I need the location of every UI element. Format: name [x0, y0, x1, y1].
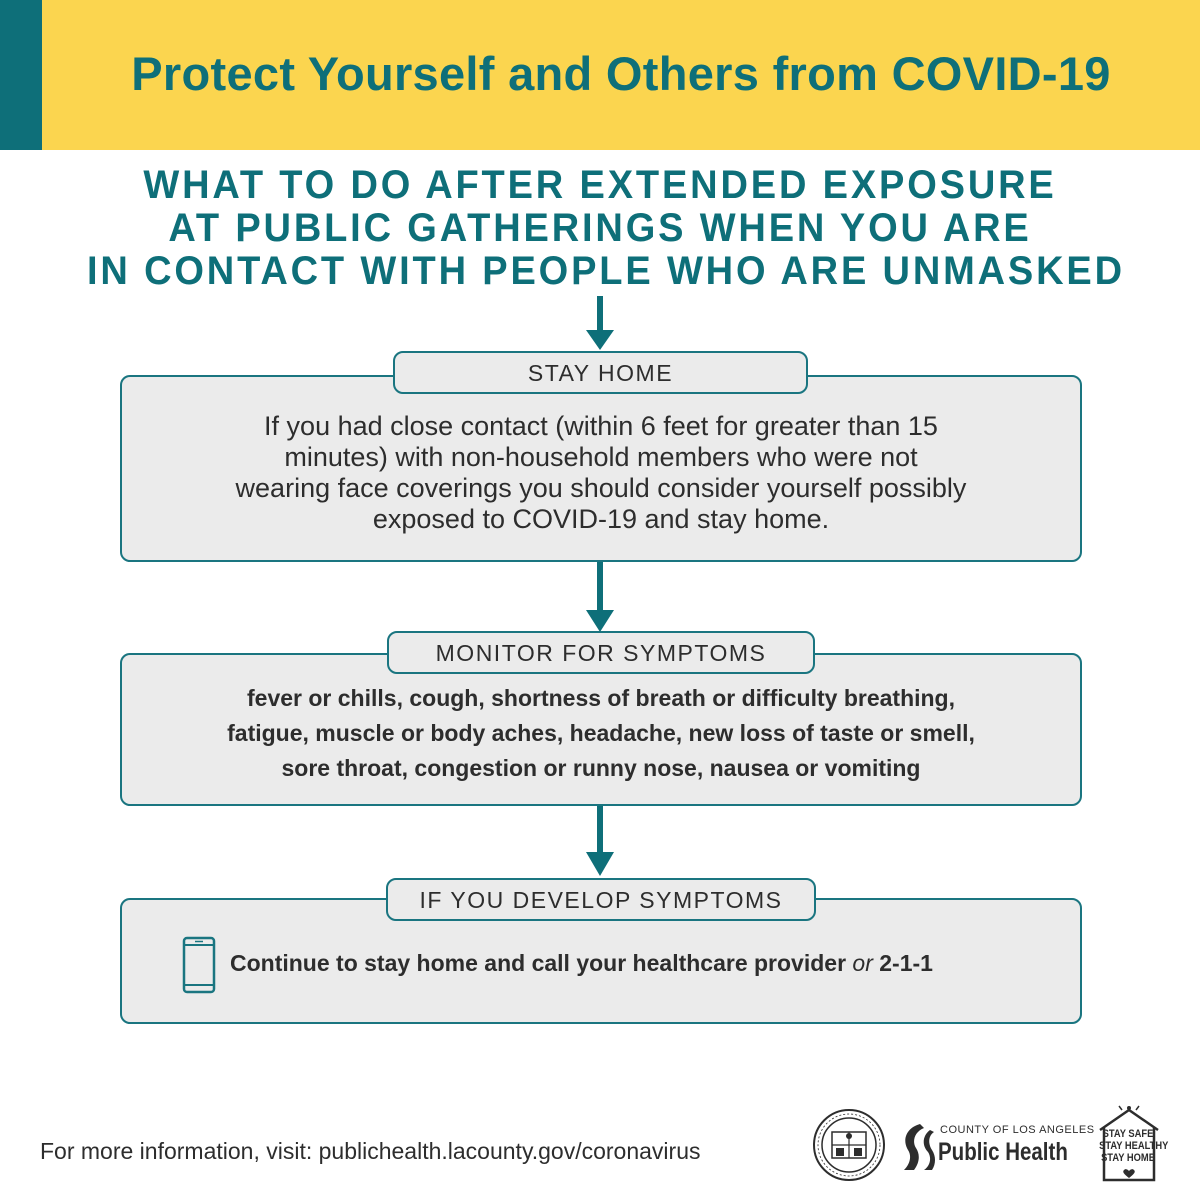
step-text-main: Continue to stay home and call your healthcare provider [230, 950, 853, 976]
arrow-down-icon [582, 562, 618, 634]
step-text-line: wearing face coverings you should consider yourself possibly [235, 473, 967, 503]
step-text [230, 950, 933, 977]
county-seal-logo [812, 1108, 886, 1182]
step-box-monitor [120, 653, 1082, 806]
house-logo-line: STAY SAFE [1102, 1128, 1154, 1140]
step-label-develop [386, 878, 816, 921]
header-banner [0, 0, 1200, 150]
headline-line: IN CONTACT WITH PEOPLE WHO ARE UNMASKED [87, 249, 1125, 293]
ph-county-text: COUNTY OF LOS ANGELES [940, 1124, 1095, 1136]
phone-icon [182, 936, 216, 994]
step-box-stay-home [120, 375, 1082, 562]
step-text-line: If you had close contact (within 6 feet for greater than 15 [264, 411, 938, 441]
step-label-monitor [387, 631, 815, 674]
step-text [152, 681, 1050, 786]
step-label-text: MONITOR FOR SYMPTOMS [435, 640, 767, 666]
banner-stripe [0, 0, 42, 150]
step-label-text: IF YOU DEVELOP SYMPTOMS [419, 887, 783, 913]
house-logo-line: STAY HEALTHY [1099, 1140, 1169, 1152]
step-text-number: 2-1-1 [872, 950, 933, 976]
step-text-or: or [852, 950, 873, 976]
headline-line: AT PUBLIC GATHERINGS WHEN YOU ARE [168, 206, 1032, 250]
ph-name-text: Public Health [938, 1138, 1068, 1166]
headline-line: WHAT TO DO AFTER EXTENDED EXPOSURE [143, 163, 1057, 207]
step-text [152, 411, 1050, 535]
footer-info-text: For more information, visit: publichealth.lacounty.gov/coronavirus [40, 1138, 701, 1164]
step-text-line: sore throat, congestion or runny nose, nausea or vomiting [281, 755, 921, 781]
arrow-down-icon [582, 806, 618, 878]
banner-title: Protect Yourself and Others from COVID-19 [131, 47, 1111, 100]
step-text-line: exposed to COVID-19 and stay home. [372, 504, 830, 534]
step-text-line: fever or chills, cough, shortness of breath or difficulty breathing, [247, 685, 955, 711]
step-text-line: minutes) with non-household members who were not [284, 442, 918, 472]
public-health-mark-icon [900, 1122, 936, 1172]
step-text-line: fatigue, muscle or body aches, headache, new loss of taste or smell, [227, 720, 975, 746]
step-label-stay-home [393, 351, 808, 394]
house-logo-line: STAY HOME [1101, 1152, 1155, 1164]
house-logo-text [1094, 1128, 1169, 1164]
headline [87, 163, 1125, 293]
step-label-text: STAY HOME [527, 360, 674, 386]
arrow-down-icon [582, 296, 618, 352]
